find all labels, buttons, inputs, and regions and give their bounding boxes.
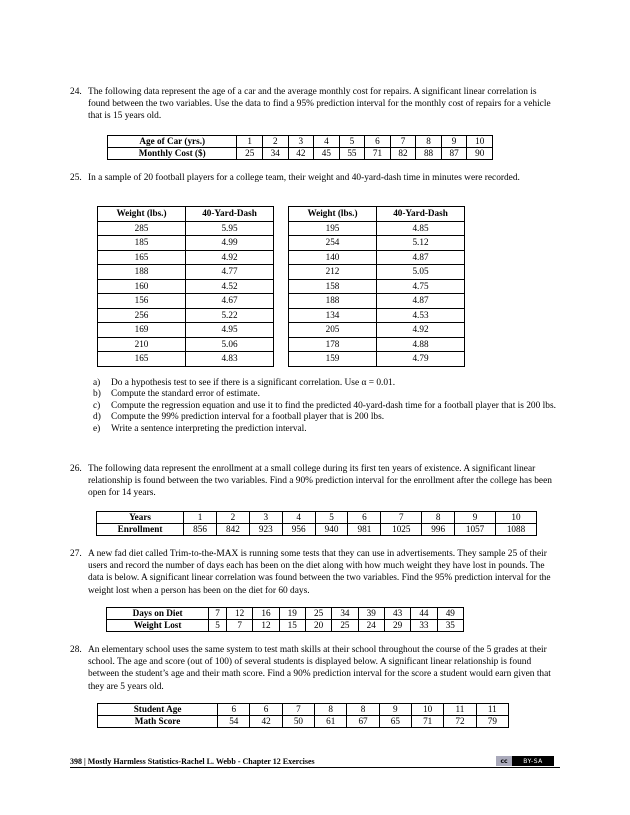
table-cell: 9	[455, 512, 496, 524]
dash-cell: 4.83	[186, 352, 274, 367]
table-row	[289, 236, 465, 251]
sub-question-text: Do a hypothesis test to see if there is a significant correlation. Use α = 0.01.	[111, 378, 396, 388]
table-row	[98, 716, 509, 728]
weight-cell: 188	[289, 294, 377, 309]
license-text: BY-SA	[523, 757, 543, 765]
dash-cell: 5.06	[186, 337, 274, 352]
table-cell: 5	[339, 136, 365, 148]
problem-text: The following data represent the enrollment at a small college during its first ten years of existence. A significant linear relationship is found between the two variables. Find a 90% prediction interval for the enrollment after the college has been open for 14 years.	[88, 464, 552, 499]
table-row	[98, 221, 274, 236]
table-cell: 42	[288, 148, 314, 160]
dash-cell: 4.53	[377, 308, 465, 323]
table-cell: 44	[411, 608, 437, 620]
dash-cell: 4.85	[377, 221, 465, 236]
table-cell: 1057	[455, 524, 496, 536]
problem-number: 24.	[70, 87, 82, 97]
weight-cell: 169	[98, 323, 186, 338]
sub-question-label: d)	[93, 412, 101, 423]
table-cell: 5	[209, 620, 227, 632]
sub-question	[93, 401, 561, 412]
row-label: Age of Car (yrs.)	[108, 136, 237, 148]
table-cell: 20	[305, 620, 331, 632]
problem-text: The following data represent the age of a car and the average monthly cost for repairs. A significant linear correlation is found between the two variables. Use the data to find a 95% prediction interval for the monthly cost of repairs for a vehicle that is 15 years old.	[88, 87, 551, 122]
table-cell: 842	[216, 524, 249, 536]
table-cell: 956	[282, 524, 315, 536]
football-table-left	[97, 206, 274, 367]
weight-cell: 205	[289, 323, 377, 338]
table-cell: 856	[184, 524, 217, 536]
dash-cell: 4.52	[186, 279, 274, 294]
weight-cell: 210	[98, 337, 186, 352]
table-row	[107, 620, 464, 632]
table-cell: 29	[384, 620, 410, 632]
table-cell: 43	[384, 608, 410, 620]
weight-cell: 134	[289, 308, 377, 323]
table-cell: 9	[379, 704, 411, 716]
table-cell: 61	[315, 716, 347, 728]
dash-cell: 4.92	[377, 323, 465, 338]
table-cell: 7	[209, 608, 227, 620]
table-cell: 49	[437, 608, 463, 620]
row-label: Days on Diet	[107, 608, 209, 620]
table-cell: 16	[253, 608, 279, 620]
table-cell: 6	[365, 136, 391, 148]
weight-cell: 256	[98, 308, 186, 323]
table-cell: 88	[416, 148, 442, 160]
table-cell: 25	[305, 608, 331, 620]
table-cell: 10	[496, 512, 537, 524]
dash-cell: 4.87	[377, 294, 465, 309]
sub-question	[93, 378, 561, 389]
table-cell: 34	[332, 608, 358, 620]
table-row	[289, 323, 465, 338]
table-cell: 6	[250, 704, 282, 716]
problem-number: 25.	[70, 173, 82, 183]
sub-question-text: Compute the 99% prediction interval for a football player that is 200 lbs.	[111, 412, 385, 423]
table-cell: 8	[315, 704, 347, 716]
dash-cell: 5.22	[186, 308, 274, 323]
weight-cell: 158	[289, 279, 377, 294]
problem-26	[70, 463, 560, 500]
column-header-weight: Weight (lbs.)	[289, 207, 377, 222]
table-row	[98, 308, 274, 323]
table-cell: 6	[348, 512, 381, 524]
table-cell: 82	[390, 148, 416, 160]
sub-question	[93, 424, 561, 435]
sub-question-label: b)	[93, 389, 101, 400]
dash-cell: 5.95	[186, 221, 274, 236]
problem-number: 26.	[70, 464, 82, 474]
table-cell: 981	[348, 524, 381, 536]
table-cell: 24	[358, 620, 384, 632]
table-cell: 1	[184, 512, 217, 524]
problem-27	[70, 548, 560, 597]
table-cell: 55	[339, 148, 365, 160]
column-header-weight: Weight (lbs.)	[98, 207, 186, 222]
table-row	[97, 524, 537, 536]
table-cell: 79	[476, 716, 508, 728]
table-cell: 67	[347, 716, 379, 728]
problem-text: A new fad diet called Trim-to-the-MAX is running some tests that they can use in advertisements. They sample 25 of their users and record the number of days each has been on the diet along with how much weight they have lost in pounds. The data is below. A significant linear correlation was found between the two variables. Find the 95% prediction interval for the weight lost when a person has been on the diet for 60 days.	[88, 549, 551, 596]
sub-question	[93, 412, 561, 423]
table-cell: 6	[218, 704, 250, 716]
football-table-right	[288, 206, 465, 367]
problem-text: An elementary school uses the same system to test math skills at their school throughout the course of the 5 grades at their school. The age and score (out of 100) of several students is displayed below. A significant linear relationship is found between the student’s age and their math score. Find a 90% prediction interval for the score a student would earn given that they are 5 years old.	[88, 645, 551, 692]
table-row	[98, 352, 274, 367]
sub-question-label: c)	[93, 400, 101, 411]
weight-cell: 285	[98, 221, 186, 236]
weight-cell: 165	[98, 352, 186, 367]
dash-cell: 5.12	[377, 236, 465, 251]
problem-28	[70, 644, 560, 693]
table-row	[289, 221, 465, 236]
footer-rule	[70, 767, 560, 768]
column-header-dash: 40-Yard-Dash	[377, 207, 465, 222]
table-cell: 5	[315, 512, 348, 524]
dash-cell: 4.95	[186, 323, 274, 338]
dash-cell: 4.99	[186, 236, 274, 251]
sub-question-label: e)	[93, 423, 101, 434]
table-cell: 35	[437, 620, 463, 632]
weight-cell: 156	[98, 294, 186, 309]
table-row	[289, 265, 465, 280]
table-cell: 7	[226, 620, 252, 632]
dash-cell: 4.75	[377, 279, 465, 294]
dash-cell: 5.05	[377, 265, 465, 280]
table-cell: 940	[315, 524, 348, 536]
weight-cell: 188	[98, 265, 186, 280]
table-row	[108, 148, 493, 160]
table-cell: 10	[412, 704, 444, 716]
table-cell: 25	[332, 620, 358, 632]
table-cell: 1025	[381, 524, 422, 536]
sub-question-text: Compute the regression equation and use it to find the predicted 40-yard-dash time for a football player that is 200 lbs.	[111, 400, 556, 411]
problem-text: In a sample of 20 football players for a college team, their weight and 40-yard-dash time in minutes were recorded.	[88, 173, 520, 183]
weight-cell: 140	[289, 250, 377, 265]
table-cell: 8	[422, 512, 455, 524]
weight-cell: 212	[289, 265, 377, 280]
weight-cell: 195	[289, 221, 377, 236]
row-label: Years	[97, 512, 184, 524]
table-row	[98, 250, 274, 265]
weight-cell: 165	[98, 250, 186, 265]
table-cell: 4	[314, 136, 340, 148]
column-header-dash: 40-Yard-Dash	[186, 207, 274, 222]
table-cell: 7	[381, 512, 422, 524]
table-cell: 19	[279, 608, 305, 620]
dash-cell: 4.88	[377, 337, 465, 352]
dash-cell: 4.87	[377, 250, 465, 265]
table-cell: 71	[365, 148, 391, 160]
table-row	[289, 308, 465, 323]
table-cell: 2	[263, 136, 289, 148]
table-cell: 3	[249, 512, 282, 524]
table-cell: 2	[216, 512, 249, 524]
table-cell: 7	[282, 704, 314, 716]
table-cell: 25	[237, 148, 263, 160]
row-label: Student Age	[98, 704, 218, 716]
table-cell: 996	[422, 524, 455, 536]
dash-cell: 4.77	[186, 265, 274, 280]
table-cell: 7	[390, 136, 416, 148]
problem-25-parts	[93, 378, 561, 435]
table-cell: 12	[253, 620, 279, 632]
car-repair-table	[107, 135, 493, 160]
math-score-table	[97, 703, 509, 728]
table-row	[98, 323, 274, 338]
row-label: Monthly Cost ($)	[108, 148, 237, 160]
table-cell: 72	[444, 716, 476, 728]
problem-25	[70, 172, 560, 184]
weight-cell: 178	[289, 337, 377, 352]
weight-cell: 160	[98, 279, 186, 294]
table-cell: 33	[411, 620, 437, 632]
diet-table	[106, 607, 464, 632]
table-cell: 1088	[496, 524, 537, 536]
sub-question-text: Write a sentence interpreting the prediction interval.	[111, 423, 307, 434]
table-cell: 15	[279, 620, 305, 632]
sub-question-text: Compute the standard error of estimate.	[111, 389, 260, 400]
dash-cell: 4.67	[186, 294, 274, 309]
table-row	[108, 136, 493, 148]
table-row	[98, 337, 274, 352]
table-cell: 71	[412, 716, 444, 728]
row-label: Math Score	[98, 716, 218, 728]
table-cell: 65	[379, 716, 411, 728]
table-cell: 1	[237, 136, 263, 148]
enrollment-table	[96, 511, 537, 536]
page-footer: 398 | Mostly Harmless Statistics-Rachel L. Webb - Chapter 12 Exercises	[70, 757, 315, 766]
dash-cell: 4.79	[377, 352, 465, 367]
table-row	[98, 236, 274, 251]
table-row	[107, 608, 464, 620]
weight-cell: 185	[98, 236, 186, 251]
table-cell: 8	[416, 136, 442, 148]
table-row	[98, 279, 274, 294]
problem-number: 27.	[70, 549, 82, 559]
table-row	[98, 704, 509, 716]
table-cell: 10	[467, 136, 493, 148]
header-row	[98, 207, 274, 222]
sub-question-label: a)	[93, 378, 101, 388]
table-cell: 8	[347, 704, 379, 716]
table-cell: 42	[250, 716, 282, 728]
table-cell: 39	[358, 608, 384, 620]
table-row	[289, 337, 465, 352]
license-badge	[496, 756, 554, 766]
table-cell: 87	[441, 148, 467, 160]
table-row	[98, 294, 274, 309]
table-cell: 3	[288, 136, 314, 148]
header-row	[289, 207, 465, 222]
table-cell: 34	[263, 148, 289, 160]
table-cell: 54	[218, 716, 250, 728]
table-cell: 4	[282, 512, 315, 524]
table-cell: 11	[476, 704, 508, 716]
table-cell: 45	[314, 148, 340, 160]
table-cell: 11	[444, 704, 476, 716]
table-cell: 90	[467, 148, 493, 160]
table-row	[98, 265, 274, 280]
sub-question	[93, 389, 561, 400]
row-label: Enrollment	[97, 524, 184, 536]
weight-cell: 159	[289, 352, 377, 367]
dash-cell: 4.92	[186, 250, 274, 265]
table-row	[97, 512, 537, 524]
problem-24	[70, 86, 560, 123]
table-cell: 50	[282, 716, 314, 728]
table-row	[289, 250, 465, 265]
cc-icon: cc	[496, 756, 512, 766]
table-row	[289, 352, 465, 367]
row-label: Weight Lost	[107, 620, 209, 632]
table-cell: 12	[226, 608, 252, 620]
table-cell: 9	[441, 136, 467, 148]
table-row	[289, 294, 465, 309]
table-row	[289, 279, 465, 294]
problem-number: 28.	[70, 645, 82, 655]
table-cell: 923	[249, 524, 282, 536]
weight-cell: 254	[289, 236, 377, 251]
